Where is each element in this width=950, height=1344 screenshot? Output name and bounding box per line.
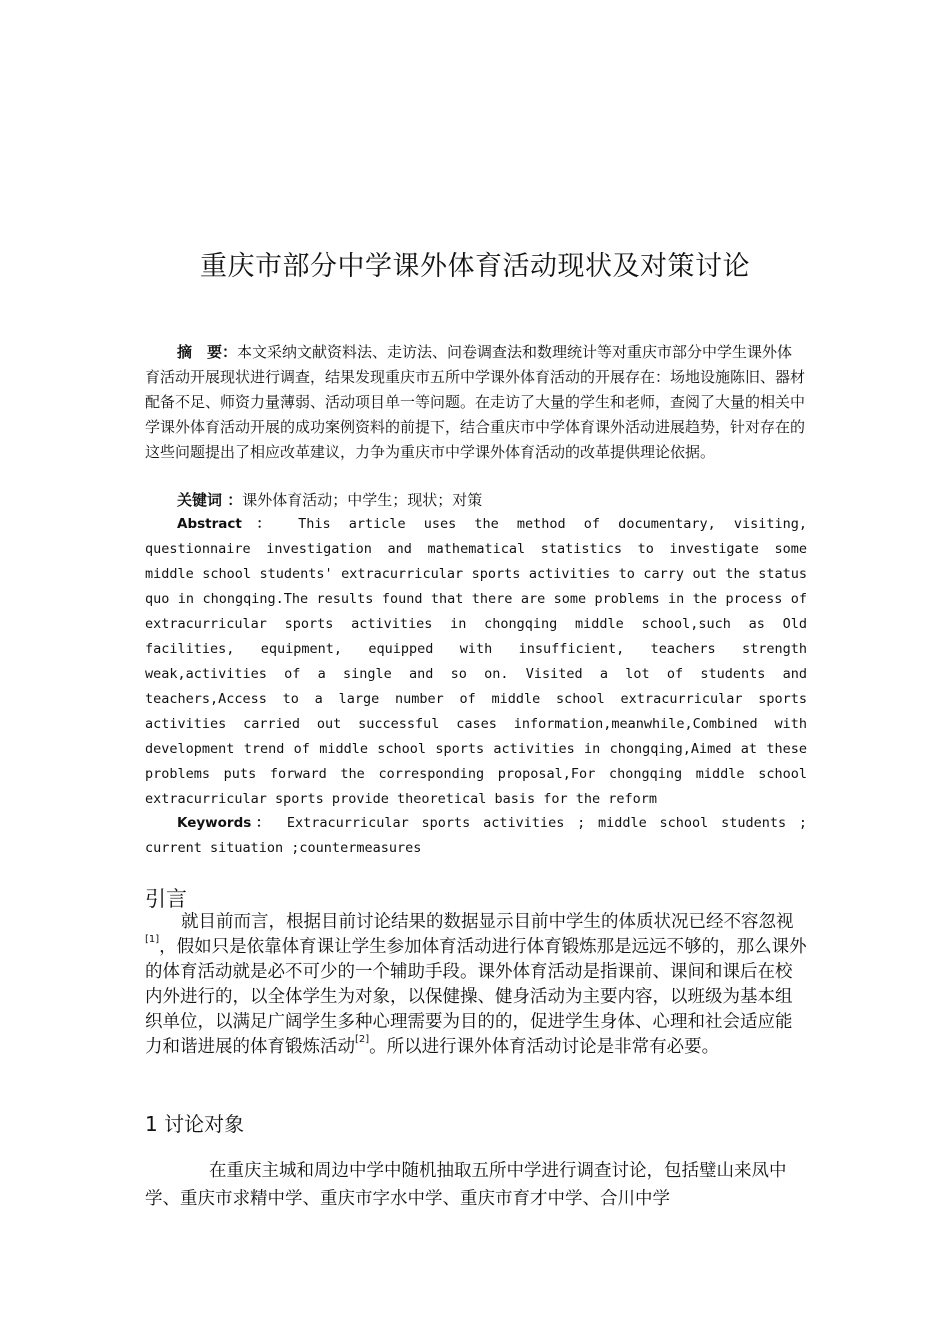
intro-text-part3: 。所以进行课外体育活动讨论是非常有必要。 <box>369 1037 720 1057</box>
english-keywords-label: Keywords： <box>177 815 275 831</box>
paper-title: 重庆市部分中学课外体育活动现状及对策讨论 <box>200 251 750 282</box>
chinese-abstract-text: 本文采纳文献资料法、走访法、问卷调查法和数理统计等对重庆市部分中学生课外体育活动开展现状进行调查，结果发现重庆市五所中学课外体育活动的开展存在：场地设施陈旧、器材配备不足、师资力量薄弱、活动项目单一等问题。在走访了大量的学生和老师，查阅了大量的相关中学课外体育活动开展的成功案例资料的前提下，结合重庆市中学体育课外活动进展趋势，针对存在的这些问题提出了相应改革建议，力争为重庆市中学课外体育活动的改革提供理论依据。 <box>145 343 806 461</box>
citation-2: [2] <box>355 1034 370 1045</box>
chinese-abstract-label: 摘 要： <box>177 343 238 361</box>
english-abstract-label: Abstract ： <box>177 516 281 532</box>
intro-paragraph <box>145 910 809 1060</box>
chinese-keywords-text: 课外体育活动；中学生；现状；对策 <box>242 491 483 509</box>
intro-text-part1: 就目前而言，根据目前讨论结果的数据显示目前中学生的体质状况已经不容忽视 <box>181 912 794 932</box>
english-keywords <box>145 811 807 861</box>
intro-text-part2: ，假如只是依靠体育课让学生参加体育活动进行体育锻炼那是远远不够的，那么课外的体育活动就是必不可少的一个辅助手段。课外体育活动是指课前、课间和课后在校内外进行的，以全体学生为对象，以保健操、健身活动为主要内容，以班级为基本组织单位，以满足广阔学生多种心理需要为目的的，促进学生身体、心理和社会适应能力和谐进展的体育锻炼活动 <box>145 937 807 1057</box>
english-abstract <box>145 512 807 812</box>
section-1-paragraph: 在重庆主城和周边中学中随机抽取五所中学进行调查讨论，包括璧山来凤中学、重庆市求精中学、重庆市字水中学、重庆市育才中学、合川中学 <box>145 1161 787 1209</box>
section-1-heading: 1 讨论对象 <box>145 1112 245 1136</box>
citation-1: [1] <box>145 934 160 945</box>
english-abstract-text: This article uses the method of documentary, visiting, questionnaire investigation and mathematical statistics to investigate some middle school students' extracurricular sports activities to carry out the status quo in chongqing.The results found that there are some problems in the process of extracurricular sports activities in chongqing middle school,such as Old facilities, equipment, equipped with insufficient, teachers strength weak,activities of a single and so on. Visited a lot of students and teachers,Access to a large number of middle school extracurricular sports activities carried out successful cases information,meanwhile,Combined with development trend of middle school sports activities in chongqing,Aimed at these problems puts forward the corresponding proposal,For chongqing middle school extracurricular sports provide theoretical basis for the reform <box>145 516 807 807</box>
intro-heading: 引言 <box>145 887 187 911</box>
chinese-keywords <box>177 488 807 513</box>
chinese-keywords-label: 关键词 ： <box>177 491 243 509</box>
chinese-abstract <box>145 340 805 465</box>
english-keywords-text: Extracurricular sports activities ; middle school students ; current situation ;countermeasures <box>145 815 807 856</box>
